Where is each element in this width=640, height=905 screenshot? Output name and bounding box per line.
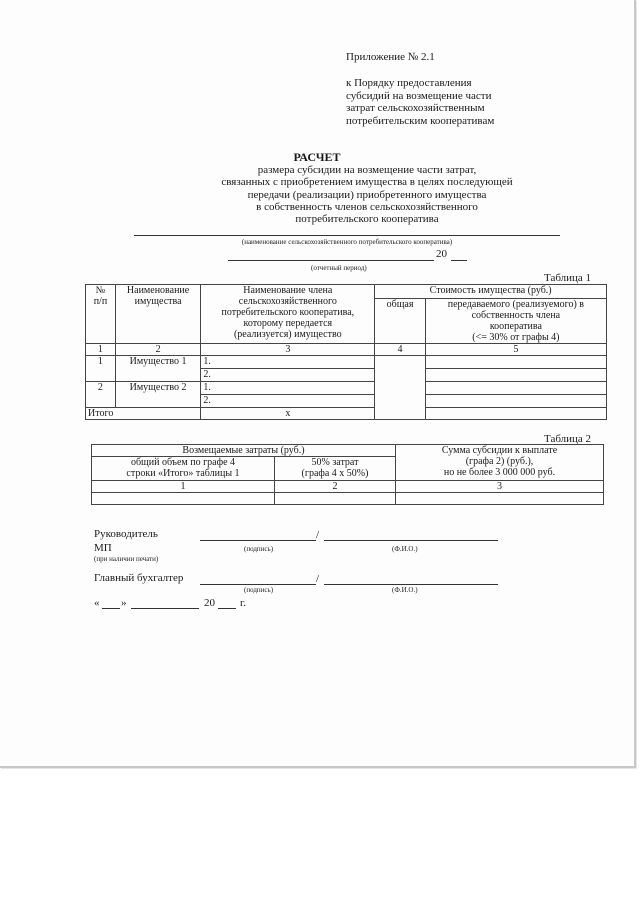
subtitle-line: размера субсидии на возмещение части затрат, (257, 164, 477, 176)
date-quote-close: » (121, 597, 127, 609)
fio-caption: (Ф.И.О.) (392, 586, 418, 594)
t1-colnum: 3 (201, 344, 375, 356)
t2-cell (396, 493, 604, 505)
t1-cell (425, 356, 606, 369)
table-row (92, 493, 604, 505)
t1-header-cost-group: Стоимость имущества (руб.) (375, 285, 607, 299)
appendix-line: затрат сельскохозяйственным (346, 102, 485, 114)
head-label: Руководитель (94, 528, 158, 540)
t1-colnum: 4 (375, 344, 425, 356)
subtitle-line: передачи (реализации) приобретенного имущества (247, 188, 487, 201)
accountant-label: Главный бухгалтер (94, 572, 184, 584)
table1-label: Таблица 1 (544, 272, 592, 284)
slash: / (316, 529, 320, 541)
appendix-title: Приложение № 2.1 (346, 51, 435, 63)
period-caption: (отчетный период) (311, 264, 367, 272)
t1-header-member: Наименование члена сельскохозяйственного потребительского кооператива, которому передается (реализуется) имущество (201, 285, 375, 344)
t2-header-total-volume: общий объем по графе 4 строки «Итого» таблицы 1 (92, 457, 275, 481)
table2-label: Таблица 2 (544, 433, 592, 445)
signature-caption: (подпись) (244, 545, 274, 553)
subtitle-line: связанных с приобретением имущества в целях последующей (221, 176, 513, 189)
appendix-line: субсидий на возмещение части (346, 89, 492, 102)
table2 (91, 444, 604, 505)
t1-cell (425, 395, 606, 408)
t1-row-property: Имущество 1 (115, 356, 200, 382)
t1-header-cost-transferred: передаваемого (реализуемого) в собственность члена кооператива (<= 30% от графы 4) (425, 299, 606, 344)
document-subtitle (0, 164, 640, 225)
t2-header-subsidy: Сумма субсидии к выплате (графа 2) (руб.), но не более 3 000 000 руб. (396, 445, 604, 481)
t1-row-property: Имущество 2 (115, 382, 200, 408)
t1-colnum: 1 (86, 344, 116, 356)
period-year-prefix: 20 (436, 248, 447, 260)
document-title: РАСЧЕТ (293, 150, 341, 164)
t2-header-fifty: 50% затрат (графа 4 x 50%) (275, 457, 396, 481)
fio-caption: (Ф.И.О.) (392, 545, 418, 553)
stamp-note: (при наличии печати) (94, 555, 159, 563)
coop-name-line (134, 235, 560, 236)
signature-caption: (подпись) (244, 586, 274, 594)
t1-row-num: 2 (86, 382, 116, 408)
subtitle-line: потребительского кооператива (295, 213, 439, 226)
t1-colnum: 2 (115, 344, 200, 356)
t1-row-sub: 2. (201, 369, 375, 382)
date-day-line (102, 608, 120, 609)
t2-header-reimbursed: Возмещаемые затраты (руб.) (92, 445, 396, 457)
date-year-suffix: г. (240, 597, 247, 609)
t2-colnum: 3 (396, 481, 604, 493)
mp-label: МП (94, 542, 112, 554)
t1-row-sub: 1. (201, 382, 375, 395)
t1-cell (425, 369, 606, 382)
table-row (86, 356, 607, 369)
slash: / (316, 573, 320, 585)
t1-row-num: 1 (86, 356, 116, 382)
head-signature-line (200, 540, 316, 541)
t1-total-label: Итого (86, 408, 201, 420)
table-row-total (86, 408, 607, 420)
date-year-line (218, 608, 236, 609)
t1-row-sub: 2. (201, 395, 375, 408)
date-year-prefix: 20 (204, 597, 215, 609)
appendix-reference (346, 77, 494, 127)
t2-cell (275, 493, 396, 505)
t2-colnum: 1 (92, 481, 275, 493)
t1-cell (425, 382, 606, 395)
table-row (86, 382, 607, 395)
period-year-line (451, 260, 467, 261)
t1-header-num: № п/п (86, 285, 116, 344)
date-quote-open: « (94, 597, 100, 609)
t1-total-mark: x (201, 408, 375, 420)
t1-header-cost-total: общая (375, 299, 425, 344)
head-fio-line (324, 540, 498, 541)
subtitle-line: в собственность членов сельскохозяйственного (256, 200, 478, 213)
table1 (85, 284, 607, 420)
t1-cell (425, 408, 606, 420)
t1-row-sub: 1. (201, 356, 375, 369)
t1-header-property: Наименование имущества (115, 285, 200, 344)
coop-name-caption: (наименование сельскохозяйственного потребительского кооператива) (241, 238, 453, 246)
accountant-fio-line (324, 584, 498, 585)
t1-cost-total-cell (375, 356, 425, 420)
t1-colnum: 5 (425, 344, 606, 356)
date-month-line (131, 608, 199, 609)
t2-cell (92, 493, 275, 505)
appendix-line: к Порядку предоставления (346, 77, 472, 89)
t2-colnum: 2 (275, 481, 396, 493)
accountant-signature-line (200, 584, 316, 585)
appendix-line: потребительским кооперативам (346, 114, 495, 127)
period-line (228, 260, 434, 261)
